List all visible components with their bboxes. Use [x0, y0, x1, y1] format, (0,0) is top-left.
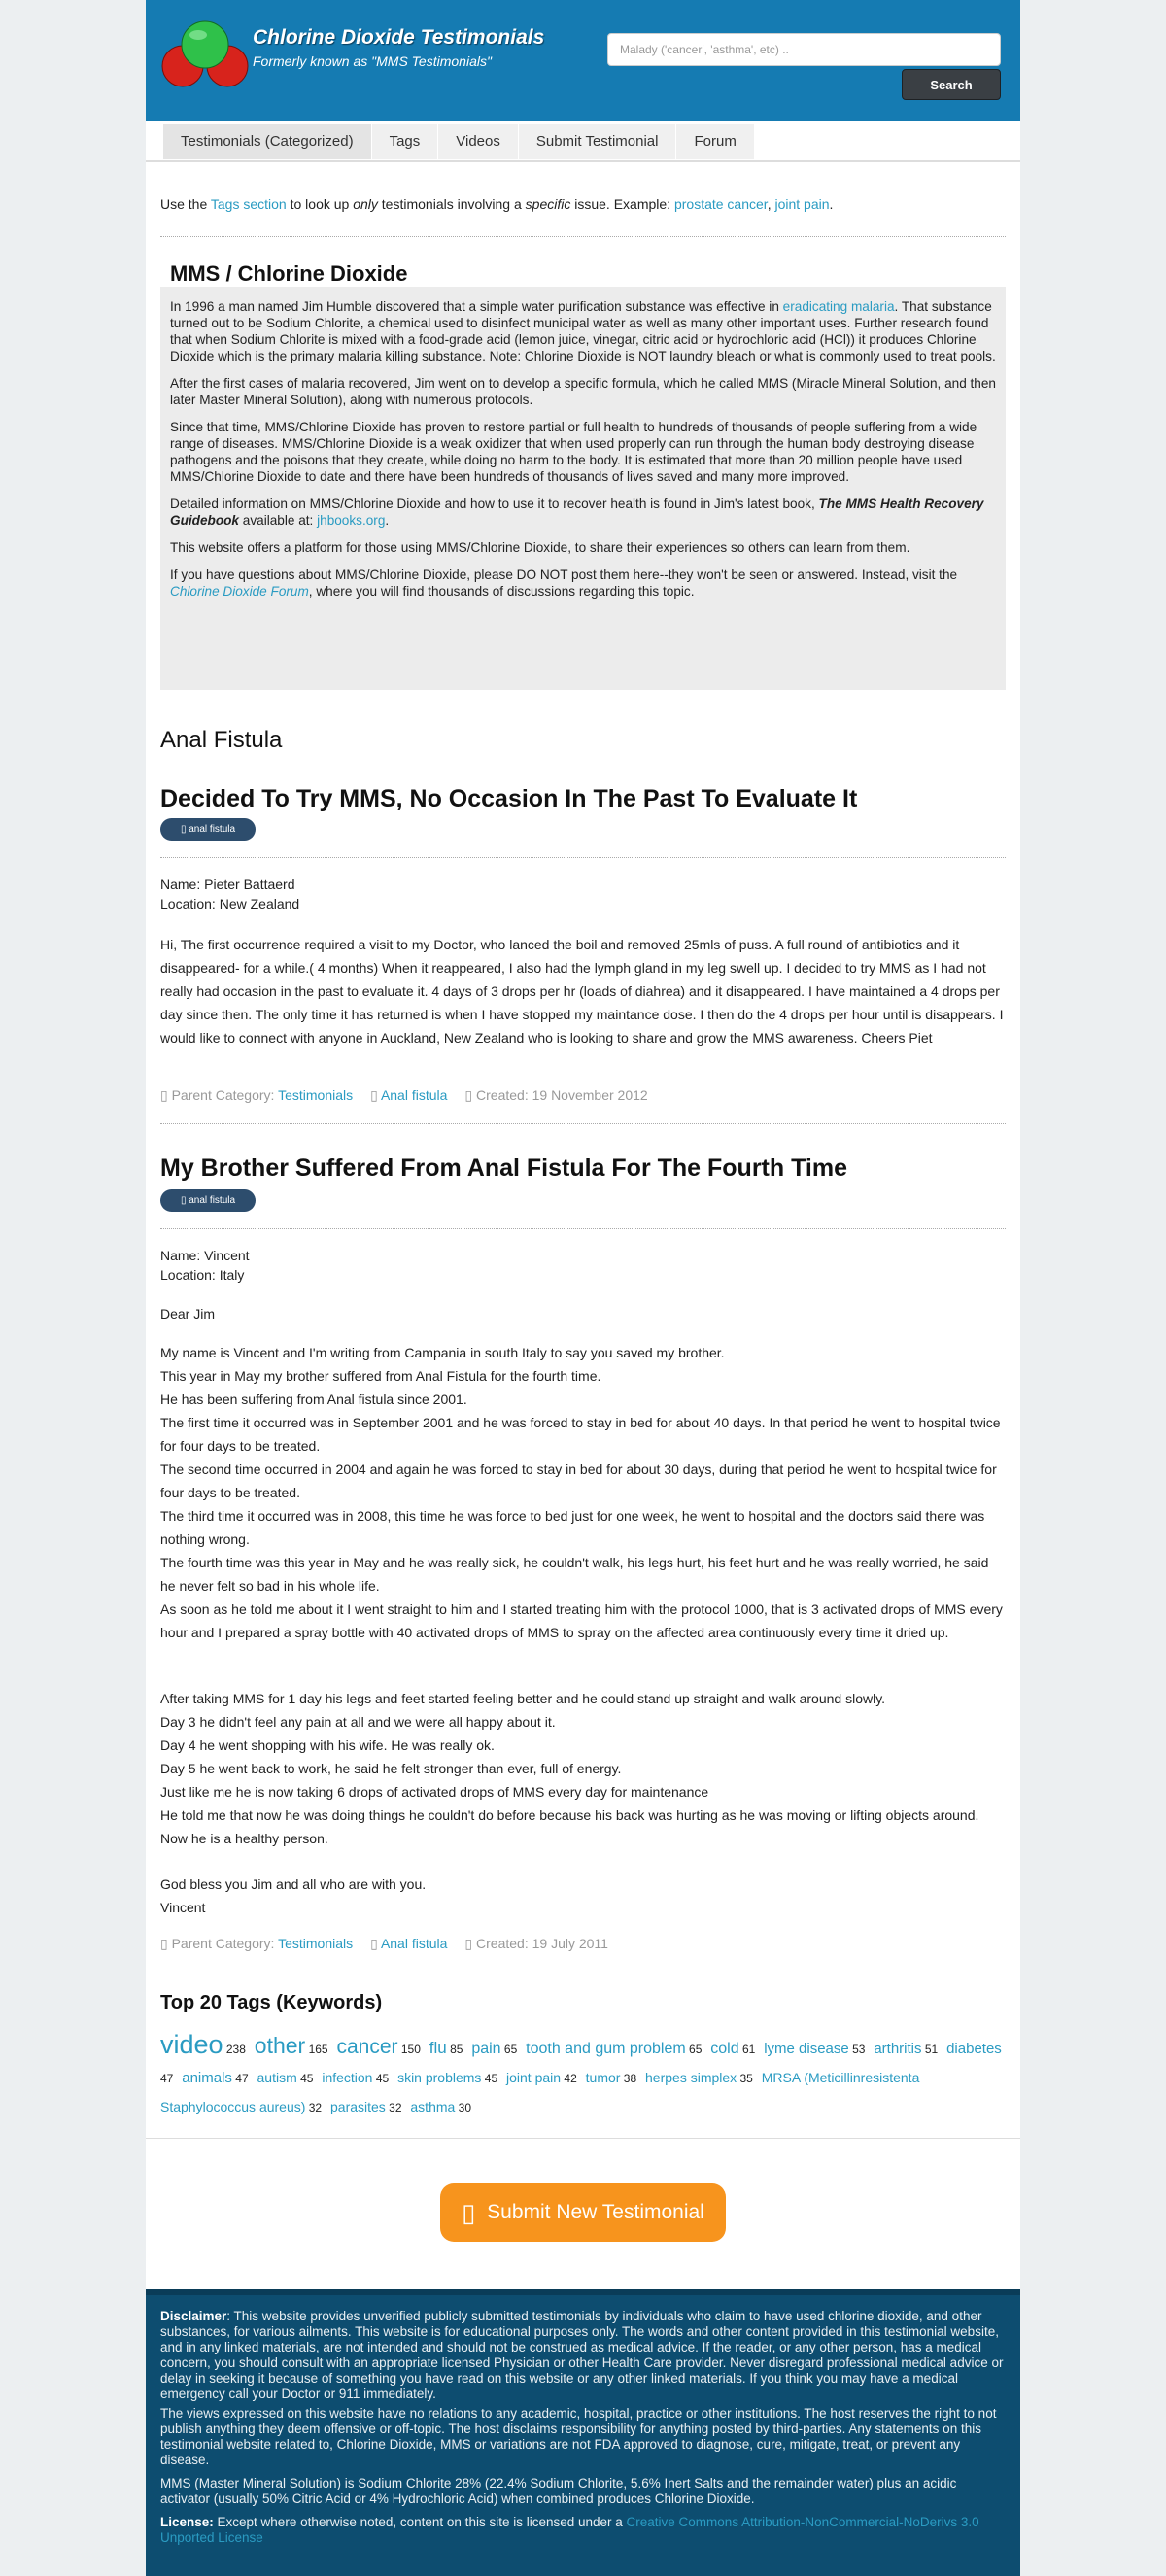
mms-text: .: [385, 513, 390, 528]
body-line: He told me that now he was doing things he couldn't do before because his back was hurting as he was moving or lifting objects around. Now he is a healthy person.: [160, 1807, 979, 1846]
tag-count: 42: [561, 2072, 577, 2085]
tag-count: 150: [397, 2043, 421, 2056]
tag-count: 51: [921, 2043, 939, 2056]
tag-count: 61: [738, 2043, 756, 2056]
mms-info-box: [160, 261, 1006, 690]
meta-label: Parent Category:: [171, 1087, 279, 1103]
submit-testimonial-button[interactable]: [440, 2183, 726, 2242]
nav-item-forum[interactable]: Forum: [676, 124, 754, 159]
tag-count: 45: [296, 2072, 314, 2085]
mms-text: , where you will find thousands of discussions regarding this topic.: [308, 584, 695, 599]
nav-item-tags[interactable]: Tags: [372, 124, 439, 159]
article-body: [160, 1687, 1006, 1850]
created-date: Created: 19 July 2011: [476, 1936, 608, 1951]
tag-icon: ▯: [180, 1195, 189, 1206]
body-line: After taking MMS for 1 day his legs and feet started feeling better and he could stand up straight and walk around slowly.: [160, 1691, 886, 1706]
divider: [160, 236, 1006, 237]
jhbooks-link[interactable]: jhbooks.org: [317, 513, 386, 528]
tag-count: 65: [500, 2043, 518, 2056]
book-title: The MMS Health Recovery Guidebook: [170, 497, 984, 528]
folder-icon: ▯: [160, 1087, 172, 1103]
site-subtitle: Formerly known as "MMS Testimonials": [253, 53, 492, 69]
tag-count: 53: [848, 2043, 866, 2056]
body-line: The third time it occurred was in 2008, this time he was force to bed just for one week, he went to hospital and the doctors said there was nothing wrong.: [160, 1508, 985, 1547]
folder-icon: ▯: [370, 1936, 381, 1951]
mms-text: In 1996 a man named Jim Humble discovered that a simple water purification substance was effective in: [170, 299, 783, 314]
tag-count: 238: [223, 2043, 246, 2056]
forum-link-text[interactable]: Chlorine Dioxide Forum: [170, 584, 309, 599]
calendar-icon: ▯: [464, 1087, 477, 1103]
license-link[interactable]: Creative Commons Attribution-NonCommercial-NoDerivs 3.0 Unported License: [160, 2515, 979, 2545]
tag-link[interactable]: tooth and gum problem: [526, 2041, 686, 2057]
tag-link[interactable]: cold: [710, 2041, 739, 2057]
site-header: [146, 0, 1020, 121]
license-body: Except where otherwise noted, content on this site is licensed under a: [213, 2515, 627, 2529]
body-line: The fourth time was this year in May and he was really sick, he couldn't walk, his legs hurt, his feet hurt and he was really worried, he said he never felt so bad in his whole life.: [160, 1555, 989, 1594]
intro-part: issue. Example:: [570, 196, 674, 212]
mms-formula-text: MMS (Master Mineral Solution) is Sodium Chlorite 28% (22.4% Sodium Chlorite, 5.6% Inert Salts and the remainder water) plus an acidic activator (usually 50% Citric Acid or 4% Hydrochloric Acid) when combined produces Chlorine Dioxide.: [160, 2476, 957, 2506]
mms-text: Detailed information on MMS/Chlorine Dioxide and how to use it to recover health is found in Jim's latest book,: [170, 497, 819, 511]
tags-section-link[interactable]: Tags section: [210, 196, 287, 212]
parent-category-link[interactable]: Testimonials: [278, 1936, 354, 1951]
meta-label: Parent Category:: [171, 1936, 279, 1951]
mms-text: available at:: [239, 513, 318, 528]
tag-count: 35: [737, 2072, 753, 2085]
tag-link[interactable]: diabetes: [946, 2041, 1002, 2057]
prostate-cancer-link[interactable]: prostate cancer: [673, 196, 768, 212]
folder-icon: ▯: [370, 1087, 381, 1103]
mms-text: If you have questions about MMS/Chlorine Dioxide, please DO NOT post them here--they won't be seen or answered. Instead, visit the: [170, 567, 958, 582]
submit-label: Submit New Testimonial: [487, 2201, 704, 2223]
tag-label: anal fistula: [189, 824, 236, 835]
intro-part: .: [829, 196, 834, 212]
tag-link[interactable]: video: [160, 2030, 223, 2059]
search-button[interactable]: Search: [902, 69, 1001, 100]
footer: [146, 2289, 1020, 2576]
mms-text: . That substance turned out to be Sodium Chlorite, a chemical used to disinfect municipal water as well as many other important uses. Further research found that when Sodium Chlorite is mixed with a food-grade acid (lemon juice, vinegar, citric acid or hydrochloric acid (HCl)) it produces Chlorine Dioxide which is the primary malaria killing substance. Note: Chlorine Dioxide is NOT laundry bleach or what is commonly used to treat pools.: [170, 299, 996, 363]
intro-emphasis: only: [353, 196, 378, 212]
intro-part: Use the: [160, 196, 211, 212]
mms-paragraph: [170, 567, 996, 600]
intro-part: testimonials involving a: [377, 196, 526, 212]
tag-link[interactable]: asthma: [410, 2099, 456, 2114]
tag-count: 30: [455, 2101, 471, 2114]
body-line: This year in May my brother suffered from Anal Fistula for the fourth time.: [160, 1368, 601, 1384]
nav-item-submit[interactable]: Submit Testimonial: [519, 124, 677, 159]
mms-paragraph: [170, 298, 996, 364]
tag-count: 32: [305, 2101, 323, 2114]
body-line: My name is Vincent and I'm writing from Campania in south Italy to say you saved my brother.: [160, 1345, 725, 1360]
tag-count: 38: [620, 2072, 637, 2085]
license-text: [160, 2515, 1006, 2546]
intro-emphasis: specific: [525, 196, 571, 212]
author-location: Location: Italy: [160, 1267, 245, 1283]
eradicating-malaria-link[interactable]: eradicating malaria: [782, 299, 895, 314]
greeting: Dear Jim: [160, 1306, 216, 1322]
tag-count: 47: [160, 2072, 174, 2085]
mms-title: MMS / Chlorine Dioxide: [170, 261, 413, 287]
molecule-logo-icon[interactable]: [161, 19, 251, 89]
tag-link[interactable]: cancer: [336, 2036, 398, 2058]
tag-link[interactable]: skin problems: [397, 2070, 482, 2085]
tag-count: 32: [385, 2101, 402, 2114]
divider: [160, 1228, 1006, 1229]
tag-button[interactable]: [160, 1189, 256, 1212]
tag-count: 165: [305, 2043, 328, 2056]
folder-icon: ▯: [160, 1936, 172, 1951]
tag-link[interactable]: herpes simplex: [645, 2070, 737, 2085]
body-line: Day 5 he went back to work, he said he felt stronger than ever, full of energy.: [160, 1761, 622, 1776]
mms-paragraph: Since that time, MMS/Chlorine Dioxide has proven to restore partial or full health to hundreds of thousands of people suffering from a wide range of diseases. MMS/Chlorine Dioxide is a weak oxidizer that when used properly can run through the human body destroying disease pathogens and the poisons that they create, while doing no harm to the body. It is estimated that more than 20 million people have used MMS/Chlorine Dioxide to date and there have been hundreds of thousands of lives saved and many more improved.: [170, 420, 977, 484]
author-name: Name: Pieter Battaerd: [160, 876, 295, 892]
disclaimer-label: Disclaimer: [160, 2309, 227, 2323]
intro-part: ,: [767, 196, 775, 212]
article-meta: [160, 1087, 648, 1104]
tag-count: 85: [446, 2043, 463, 2056]
joint-pain-link[interactable]: joint pain: [774, 196, 830, 212]
article-body: [160, 1341, 1006, 1644]
mms-paragraph: After the first cases of malaria recovered, Jim went on to develop a specific formula, which he called MMS (Miracle Mineral Solution, and then later Master Mineral Solution), along with numerous protocols.: [170, 376, 996, 407]
intro-part: to look up: [286, 196, 354, 212]
divider: [146, 2138, 1020, 2139]
article-title[interactable]: My Brother Suffered From Anal Fistula For The Fourth Time: [160, 1154, 847, 1182]
author-location: Location: New Zealand: [160, 896, 300, 911]
page: [146, 0, 1020, 2576]
category-link[interactable]: Anal fistula: [380, 1936, 448, 1951]
closing: God bless you Jim and all who are with you.: [160, 1876, 427, 1892]
tag-link[interactable]: infection: [322, 2070, 373, 2085]
divider: [160, 1123, 1006, 1124]
created-date: Created: 19 November 2012: [476, 1087, 648, 1103]
tag-label: anal fistula: [189, 1195, 236, 1206]
license-label: License:: [160, 2515, 214, 2529]
parent-category-link[interactable]: Testimonials: [278, 1087, 354, 1103]
tag-link[interactable]: MRSA (Meticillinresistenta Staphylococcus aureus): [160, 2070, 920, 2114]
mms-paragraph: This website offers a platform for those using MMS/Chlorine Dioxide, to share their experiences so others can learn from them.: [170, 540, 910, 555]
top-tags-title: Top 20 Tags (Keywords): [160, 1992, 383, 2013]
mms-paragraph: [170, 496, 996, 529]
calendar-icon: ▯: [464, 1936, 477, 1951]
tag-link[interactable]: arthritis: [874, 2041, 922, 2057]
tag-link[interactable]: tumor: [585, 2070, 621, 2085]
disclaimer-text: [160, 2309, 1006, 2402]
article-title[interactable]: Decided To Try MMS, No Occasion In The Past To Evaluate It: [160, 785, 858, 812]
tag-link[interactable]: pain: [471, 2041, 501, 2057]
body-line: The first time it occurred was in September 2001 and he was forced to stay in bed for about 40 days. In that period he went to hospital twice for four days to be treated.: [160, 1415, 1001, 1454]
tag-count: 65: [685, 2043, 703, 2056]
tag-cloud: [160, 2031, 1006, 2122]
tag-link[interactable]: autism: [257, 2070, 297, 2085]
tag-button[interactable]: [160, 818, 256, 841]
tag-icon: ▯: [180, 824, 189, 835]
site-title[interactable]: Chlorine Dioxide Testimonials: [253, 26, 545, 49]
tag-link[interactable]: joint pain: [506, 2070, 562, 2085]
tag-count: 45: [372, 2072, 390, 2085]
body-line: Just like me he is now taking 6 drops of activated drops of MMS every day for maintenance: [160, 1784, 709, 1800]
nav-item-testimonials[interactable]: Testimonials (Categorized): [163, 124, 372, 159]
article-meta: [160, 1936, 608, 1952]
category-link[interactable]: Anal fistula: [380, 1087, 448, 1103]
tag-link[interactable]: flu: [429, 2039, 447, 2057]
body-line: Day 4 he went shopping with his wife. He was really ok.: [160, 1737, 495, 1753]
divider: [160, 857, 1006, 858]
search-input[interactable]: [607, 33, 1001, 66]
tag-link[interactable]: parasites: [330, 2099, 386, 2114]
tag-count: 45: [481, 2072, 498, 2085]
tag-link[interactable]: other: [254, 2033, 306, 2058]
forum-link[interactable]: [170, 584, 309, 599]
body-line: The second time occurred in 2004 and again he was forced to stay in bed for about 30 days, during that period he went to hospital twice for four days to be treated.: [160, 1461, 997, 1500]
main-nav: [146, 121, 1020, 162]
author-name: Name: Vincent: [160, 1248, 250, 1263]
article-body: Hi, The first occurrence required a visit to my Doctor, who lanced the boil and removed 25mls of puss. A full round of antibiotics and it disappeared- for a while.( 4 months) When it reappeared, I also had the lymph gland in my leg swell up. I decided to try MMS as I had not really had occasion in the past to evaluate it. 4 days of 3 drops per hr (loads of diahrea) and it disappeared. I have maintained a 4 drops per day since then. The only time it has returned is when I have stopped my maintance dose. I then do the 4 drops per hour until is disappears. I would like to connect with anyone in Auckland, New Zealand who is looking to share and grow the MMS awareness. Cheers Piet: [160, 937, 1004, 1046]
tag-link[interactable]: lyme disease: [764, 2041, 849, 2057]
signature: Vincent: [160, 1900, 206, 1915]
views-text: The views expressed on this website have no relations to any academic, hospital, practice or other institutions. The host reserves the right to not publish anything they deem offensive or off-topic. The host disclaims responsibility for anything posted by third-parties. Any statements on this testimonial website related to, Chlorine Dioxide, MMS or variations are not FDA approved to diagnose, cure, mitigate, treat, or prevent any disease.: [160, 2406, 997, 2467]
submit-icon: ▯: [462, 2198, 476, 2227]
intro-text: [160, 196, 1006, 212]
category-title: Anal Fistula: [160, 727, 283, 753]
body-line: As soon as he told me about it I went straight to him and I started treating him with the protocol 1000, that is 3 activated drops of MMS every hour and I prepared a spray bottle with 40 activated drops of MMS to spray on the affected area continuously every time it dried up.: [160, 1601, 1003, 1640]
disclaimer-body: : This website provides unverified publicly submitted testimonials by individuals who claim to have used chlorine dioxide, and other substances, for various ailments. This website is for educational purposes only. The words and other content provided in this testimonial website, and in any linked materials, are not intended and should not be construed as medical advice. If the reader, or any other person, has a medical concern, you should consult with an appropriate licensed Physician or other Health Care provider. Never disregard professional medical advice or delay in seeking it because of something you have read on this website or any other linked materials. If you think you may have a medical emergency call your Doctor or 911 immediately.: [160, 2309, 1004, 2401]
tag-link[interactable]: animals: [182, 2070, 232, 2086]
body-line: Day 3 he didn't feel any pain at all and we were all happy about it.: [160, 1714, 556, 1730]
tag-count: 47: [231, 2072, 249, 2085]
body-line: He has been suffering from Anal fistula since 2001.: [160, 1391, 467, 1407]
nav-item-videos[interactable]: Videos: [438, 124, 519, 159]
